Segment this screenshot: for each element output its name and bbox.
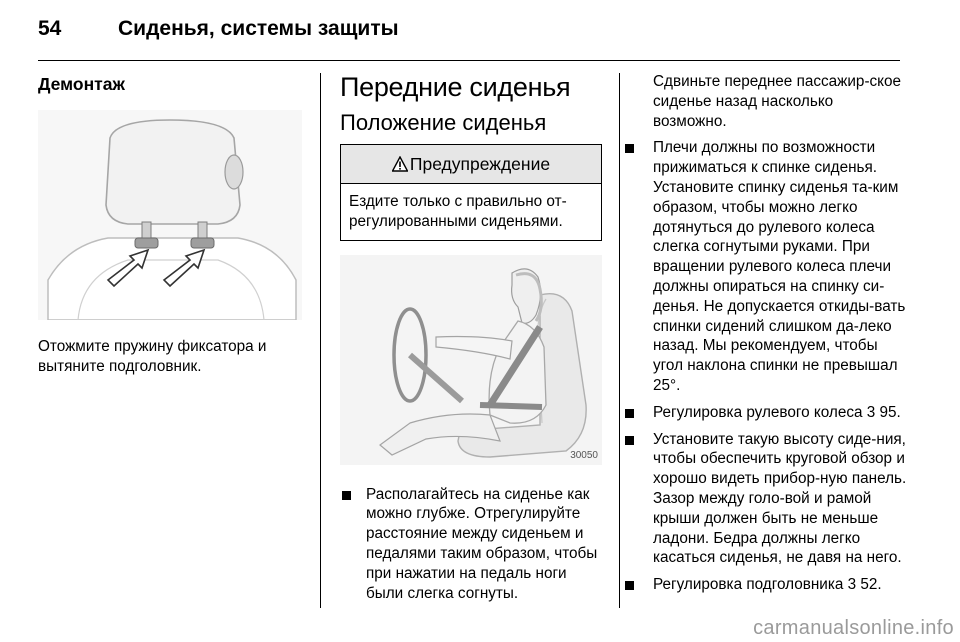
page-header [38, 10, 918, 50]
list-item [623, 430, 911, 569]
list-item-text: Располагайтесь на сиденье как можно глубже. Отрегулируйте расстояние между сиденьем и педалями таким образом, чтобы при нажатии на педаль ноги были слегка согнуты. [366, 485, 598, 602]
warning-triangle-icon [392, 156, 408, 172]
warning-title: Предупреждение [409, 153, 551, 174]
seating-figure [340, 255, 602, 465]
bullet-square-icon [625, 144, 634, 153]
list-item [623, 575, 911, 595]
bullet-square-icon [625, 436, 634, 445]
list-item-text: Плечи должны по возможности прижиматься к спинке сиденья. Установите спинку сиденья та-ким образом, чтобы можно легко дотянуться до рулевого колеса слегка согнутыми руками. При вращении рулевого колеса плечи должны опираться на спинку си-денья. Не допускается откиды-вать спинки сидений слишком да-леко назад. Мы рекомендуем, чтобы угол наклона спинки не превышал 25°. [653, 139, 906, 394]
headrest-figure [38, 110, 302, 320]
column-2 [340, 72, 602, 610]
section-subtitle: Положение сиденья [340, 110, 547, 135]
seating-position-illustration [340, 255, 602, 465]
bullet-square-icon [342, 491, 351, 500]
removal-heading: Демонтаж [38, 74, 125, 94]
column-divider-1 [320, 73, 321, 608]
seat-bullet-list [340, 485, 602, 604]
column-1 [38, 72, 306, 377]
figure-code: 30050 [570, 449, 598, 461]
list-item [623, 403, 911, 423]
passenger-seat-text: Сдвиньте переднее пассажир-ское сиденье назад насколько возможно. [653, 73, 902, 130]
section-title: Передние сиденья [340, 72, 571, 102]
column-3 [623, 72, 911, 602]
removal-caption: Отожмите пружину фиксатора и вытяните подголовник. [38, 338, 267, 375]
column-divider-2 [619, 73, 620, 608]
warning-box [340, 144, 602, 241]
warning-text: Ездите только с правильно от-регулированными сиденьями. [349, 193, 567, 230]
page-number: 54 [38, 17, 62, 40]
chapter-title: Сиденья, системы защиты [118, 17, 399, 40]
bullet-square-icon [625, 409, 634, 418]
warning-body [341, 184, 601, 240]
adjustment-bullet-list [623, 138, 911, 595]
list-item [340, 485, 602, 604]
bullet-square-icon [625, 581, 634, 590]
headrest-illustration [38, 110, 302, 320]
header-rule [38, 60, 900, 61]
list-item [623, 138, 911, 395]
list-item-text: Регулировка рулевого колеса 3 95. [653, 403, 901, 421]
list-item-text: Установите такую высоту сиде-ния, чтобы обеспечить круговой обзор и хорошо видеть прибор-ную панель. Зазор между голо-вой и рамой крыши должен быть не меньше ладони. Бедра должны легко касаться сиденья, не давя на него. [653, 430, 907, 567]
list-item-text: Регулировка подголовника 3 52. [653, 576, 882, 594]
warning-header [341, 145, 601, 184]
watermark: carmanualsonline.info [753, 617, 954, 639]
